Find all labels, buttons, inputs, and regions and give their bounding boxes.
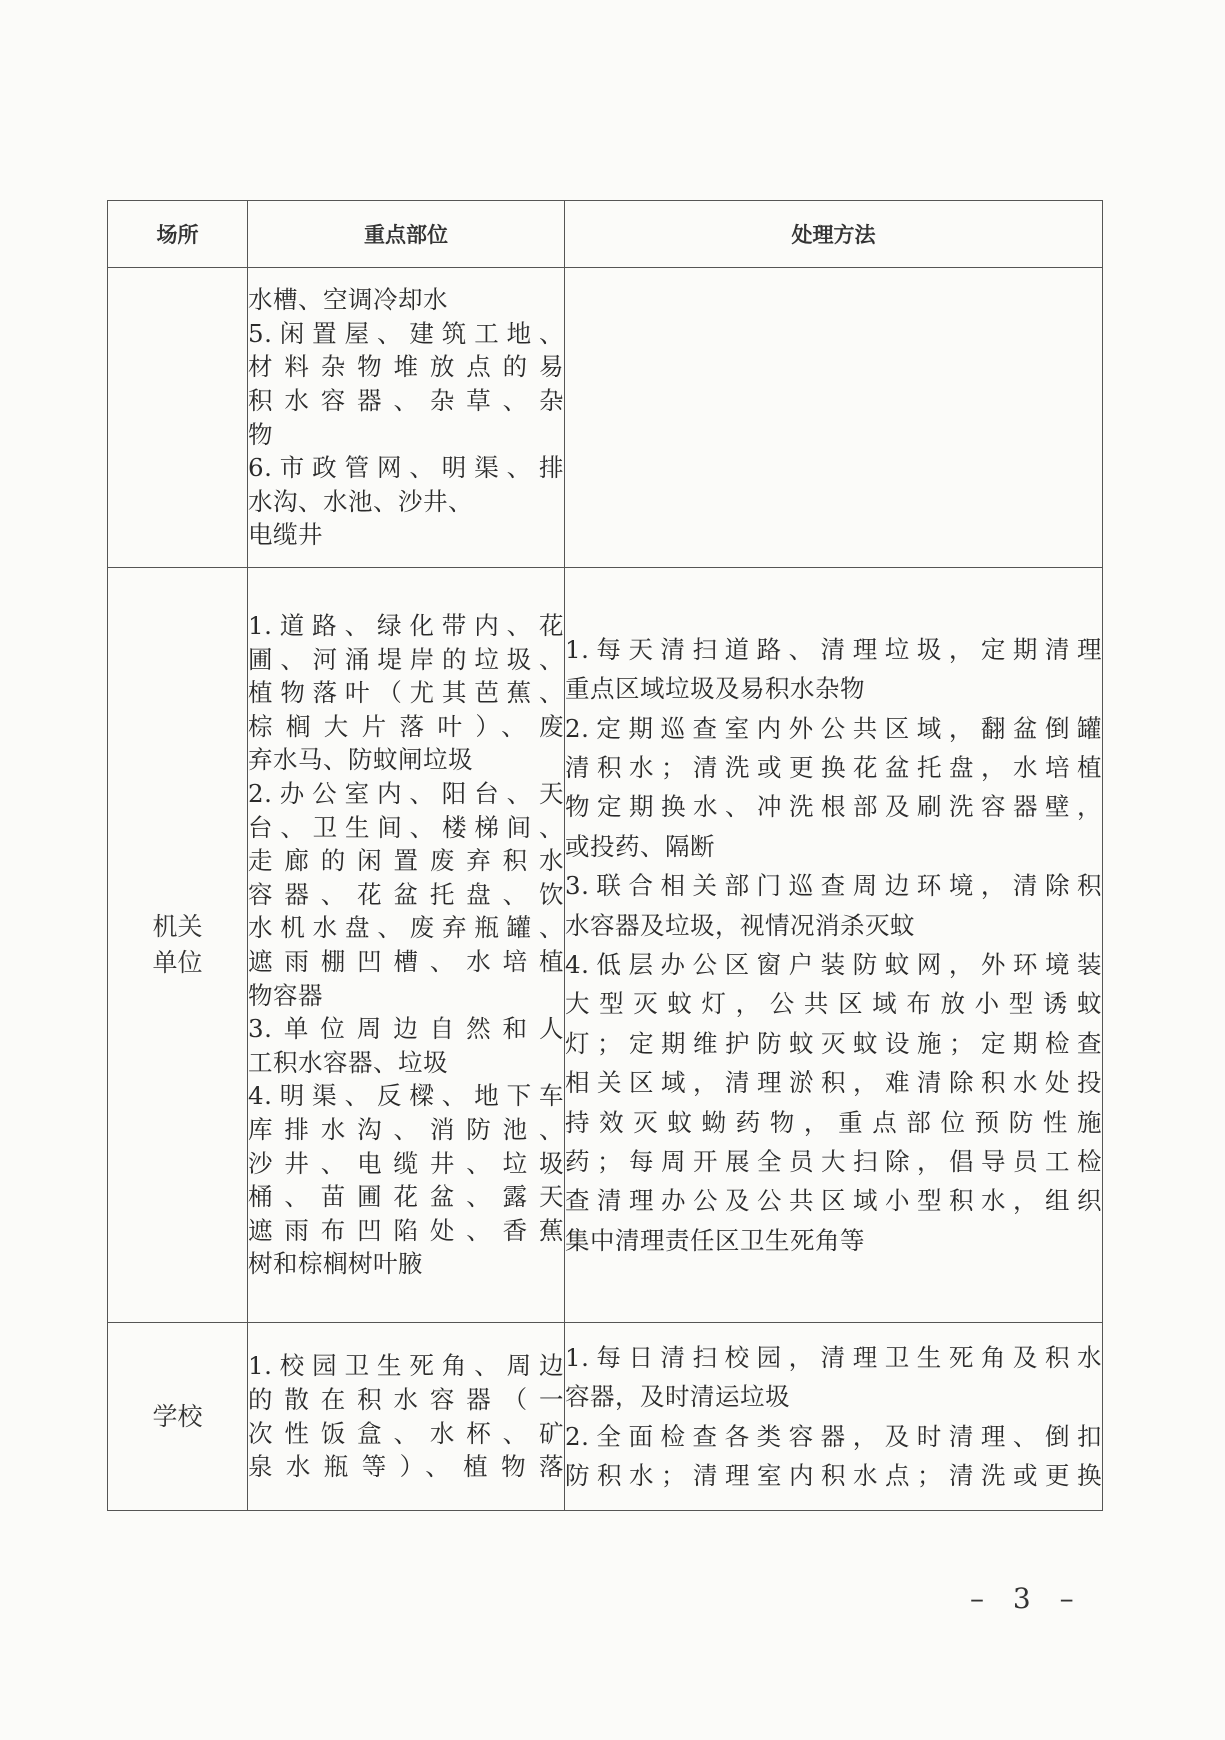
method-line: 灯；定期维护防蚊灭蚊设施；定期检查: [565, 1028, 1102, 1058]
method-line: 1.每日清扫校园，清理卫生死角及积水: [565, 1342, 1102, 1372]
table-row: [108, 568, 1103, 1323]
focus-line: 水沟、水池、沙井、: [248, 486, 473, 516]
header-place: 场所: [108, 201, 248, 268]
focus-line: 沙井、电缆井、垃圾: [248, 1148, 564, 1178]
place-label-line: 机关: [152, 912, 203, 941]
focus-line: 水机水盘、废弃瓶罐、: [248, 913, 564, 943]
focus-line: 3.单位周边自然和人: [248, 1014, 564, 1044]
table-header-row: [108, 201, 1103, 268]
focus-line: 库排水沟、消防池、: [248, 1114, 564, 1144]
method-line: 清积水；清洗或更换花盆托盘，水培植: [565, 752, 1102, 782]
method-line: 2.定期巡查室内外公共区域，翻盆倒罐: [565, 713, 1102, 743]
table-row: [108, 268, 1103, 568]
method-line: 相关区域，清理淤积，难清除积水处投: [565, 1068, 1102, 1098]
focus-cell: [248, 268, 565, 568]
place-cell: [108, 1323, 248, 1511]
method-line: 大型灭蚊灯，公共区域布放小型诱蚊: [565, 989, 1102, 1019]
place-cell: [108, 568, 248, 1323]
focus-line: 物: [248, 419, 273, 449]
focus-line: 积水容器、杂草、杂: [248, 385, 564, 415]
method-line: 集中清理责任区卫生死角等: [565, 1225, 865, 1255]
focus-line: 桶、苗圃花盆、露天: [248, 1182, 564, 1212]
method-cell: [565, 1323, 1103, 1511]
focus-line: 棕榈大片落叶）、废: [248, 711, 564, 741]
place-label-line: 单位: [152, 948, 203, 977]
focus-line: 的散在积水容器（一: [248, 1384, 564, 1414]
focus-line: 台、卫生间、楼梯间、: [248, 812, 564, 842]
focus-line: 材料杂物堆放点的易: [248, 352, 564, 382]
focus-line: 容器、花盆托盘、饮: [248, 879, 564, 909]
focus-line: 遮雨棚凹槽、水培植: [248, 947, 564, 976]
focus-line: 2.办公室内、阳台、天: [248, 779, 564, 809]
focus-line: 物容器: [248, 980, 323, 1010]
focus-line: 1.道路、绿化带内、花: [248, 611, 564, 641]
table-row: [108, 1323, 1103, 1511]
method-line: 查清理办公及公共区域小型积水，组织: [565, 1186, 1102, 1216]
focus-line: 5.闲置屋、建筑工地、: [248, 318, 564, 348]
method-line: 或投药、隔断: [565, 831, 715, 861]
focus-line: 圃、河涌堤岸的垃圾、: [248, 644, 564, 674]
method-line: 防积水；清理室内积水点；清洗或更换: [565, 1460, 1102, 1490]
focus-line: 走廊的闲置废弃积水: [248, 846, 564, 876]
method-cell: [565, 568, 1103, 1323]
method-line: 3.联合相关部门巡查周边环境，清除积: [565, 871, 1102, 901]
method-line: 物定期换水、冲洗根部及刷洗容器壁，: [565, 792, 1102, 822]
place-label-line: 学校: [152, 1401, 203, 1431]
focus-line: 电缆井: [248, 520, 323, 550]
method-line: 1.每天清扫道路、清理垃圾，定期清理: [565, 634, 1102, 664]
focus-line: 次性饭盒、水杯、矿: [248, 1418, 564, 1448]
focus-line: 弃水马、防蚊闸垃圾: [248, 745, 473, 775]
focus-line: 树和棕榈树叶腋: [248, 1249, 423, 1279]
focus-line: 工积水容器、垃圾: [248, 1047, 448, 1077]
focus-cell: [248, 568, 565, 1323]
focus-cell: [248, 1323, 565, 1511]
place-cell: [108, 268, 248, 568]
focus-line: 4.明渠、反樑、地下车: [248, 1081, 564, 1111]
page-number: – 3 –: [970, 1582, 1084, 1615]
method-line: 持效灭蚊蚴药物，重点部位预防性施: [565, 1107, 1102, 1137]
method-line: 药；每周开展全员大扫除，倡导员工检: [565, 1147, 1102, 1177]
method-cell: [565, 268, 1103, 568]
focus-line: 植物落叶（尤其芭蕉、: [248, 678, 564, 708]
method-line: 容器，及时清运垃圾: [565, 1382, 790, 1412]
focus-line: 泉水瓶等）、植物落: [248, 1452, 564, 1482]
method-line: 重点区域垃圾及易积水杂物: [565, 674, 865, 704]
pest-control-table: [107, 200, 1103, 1511]
focus-line: 6.市政管网、明渠、排: [248, 453, 564, 483]
method-line: 2.全面检查各类容器，及时清理、倒扣: [565, 1421, 1102, 1451]
method-line: 4.低层办公区窗户装防蚊网，外环境装: [565, 950, 1102, 979]
header-focus-areas: 重点部位: [248, 201, 565, 268]
header-treatment-method: 处理方法: [565, 201, 1103, 268]
focus-line: 水槽、空调冷却水: [248, 285, 448, 315]
method-line: 水容器及垃圾，视情况消杀灭蚊: [565, 910, 915, 940]
focus-line: 1.校园卫生死角、周边: [248, 1351, 564, 1381]
focus-line: 遮雨布凹陷处、香蕉: [248, 1215, 564, 1245]
